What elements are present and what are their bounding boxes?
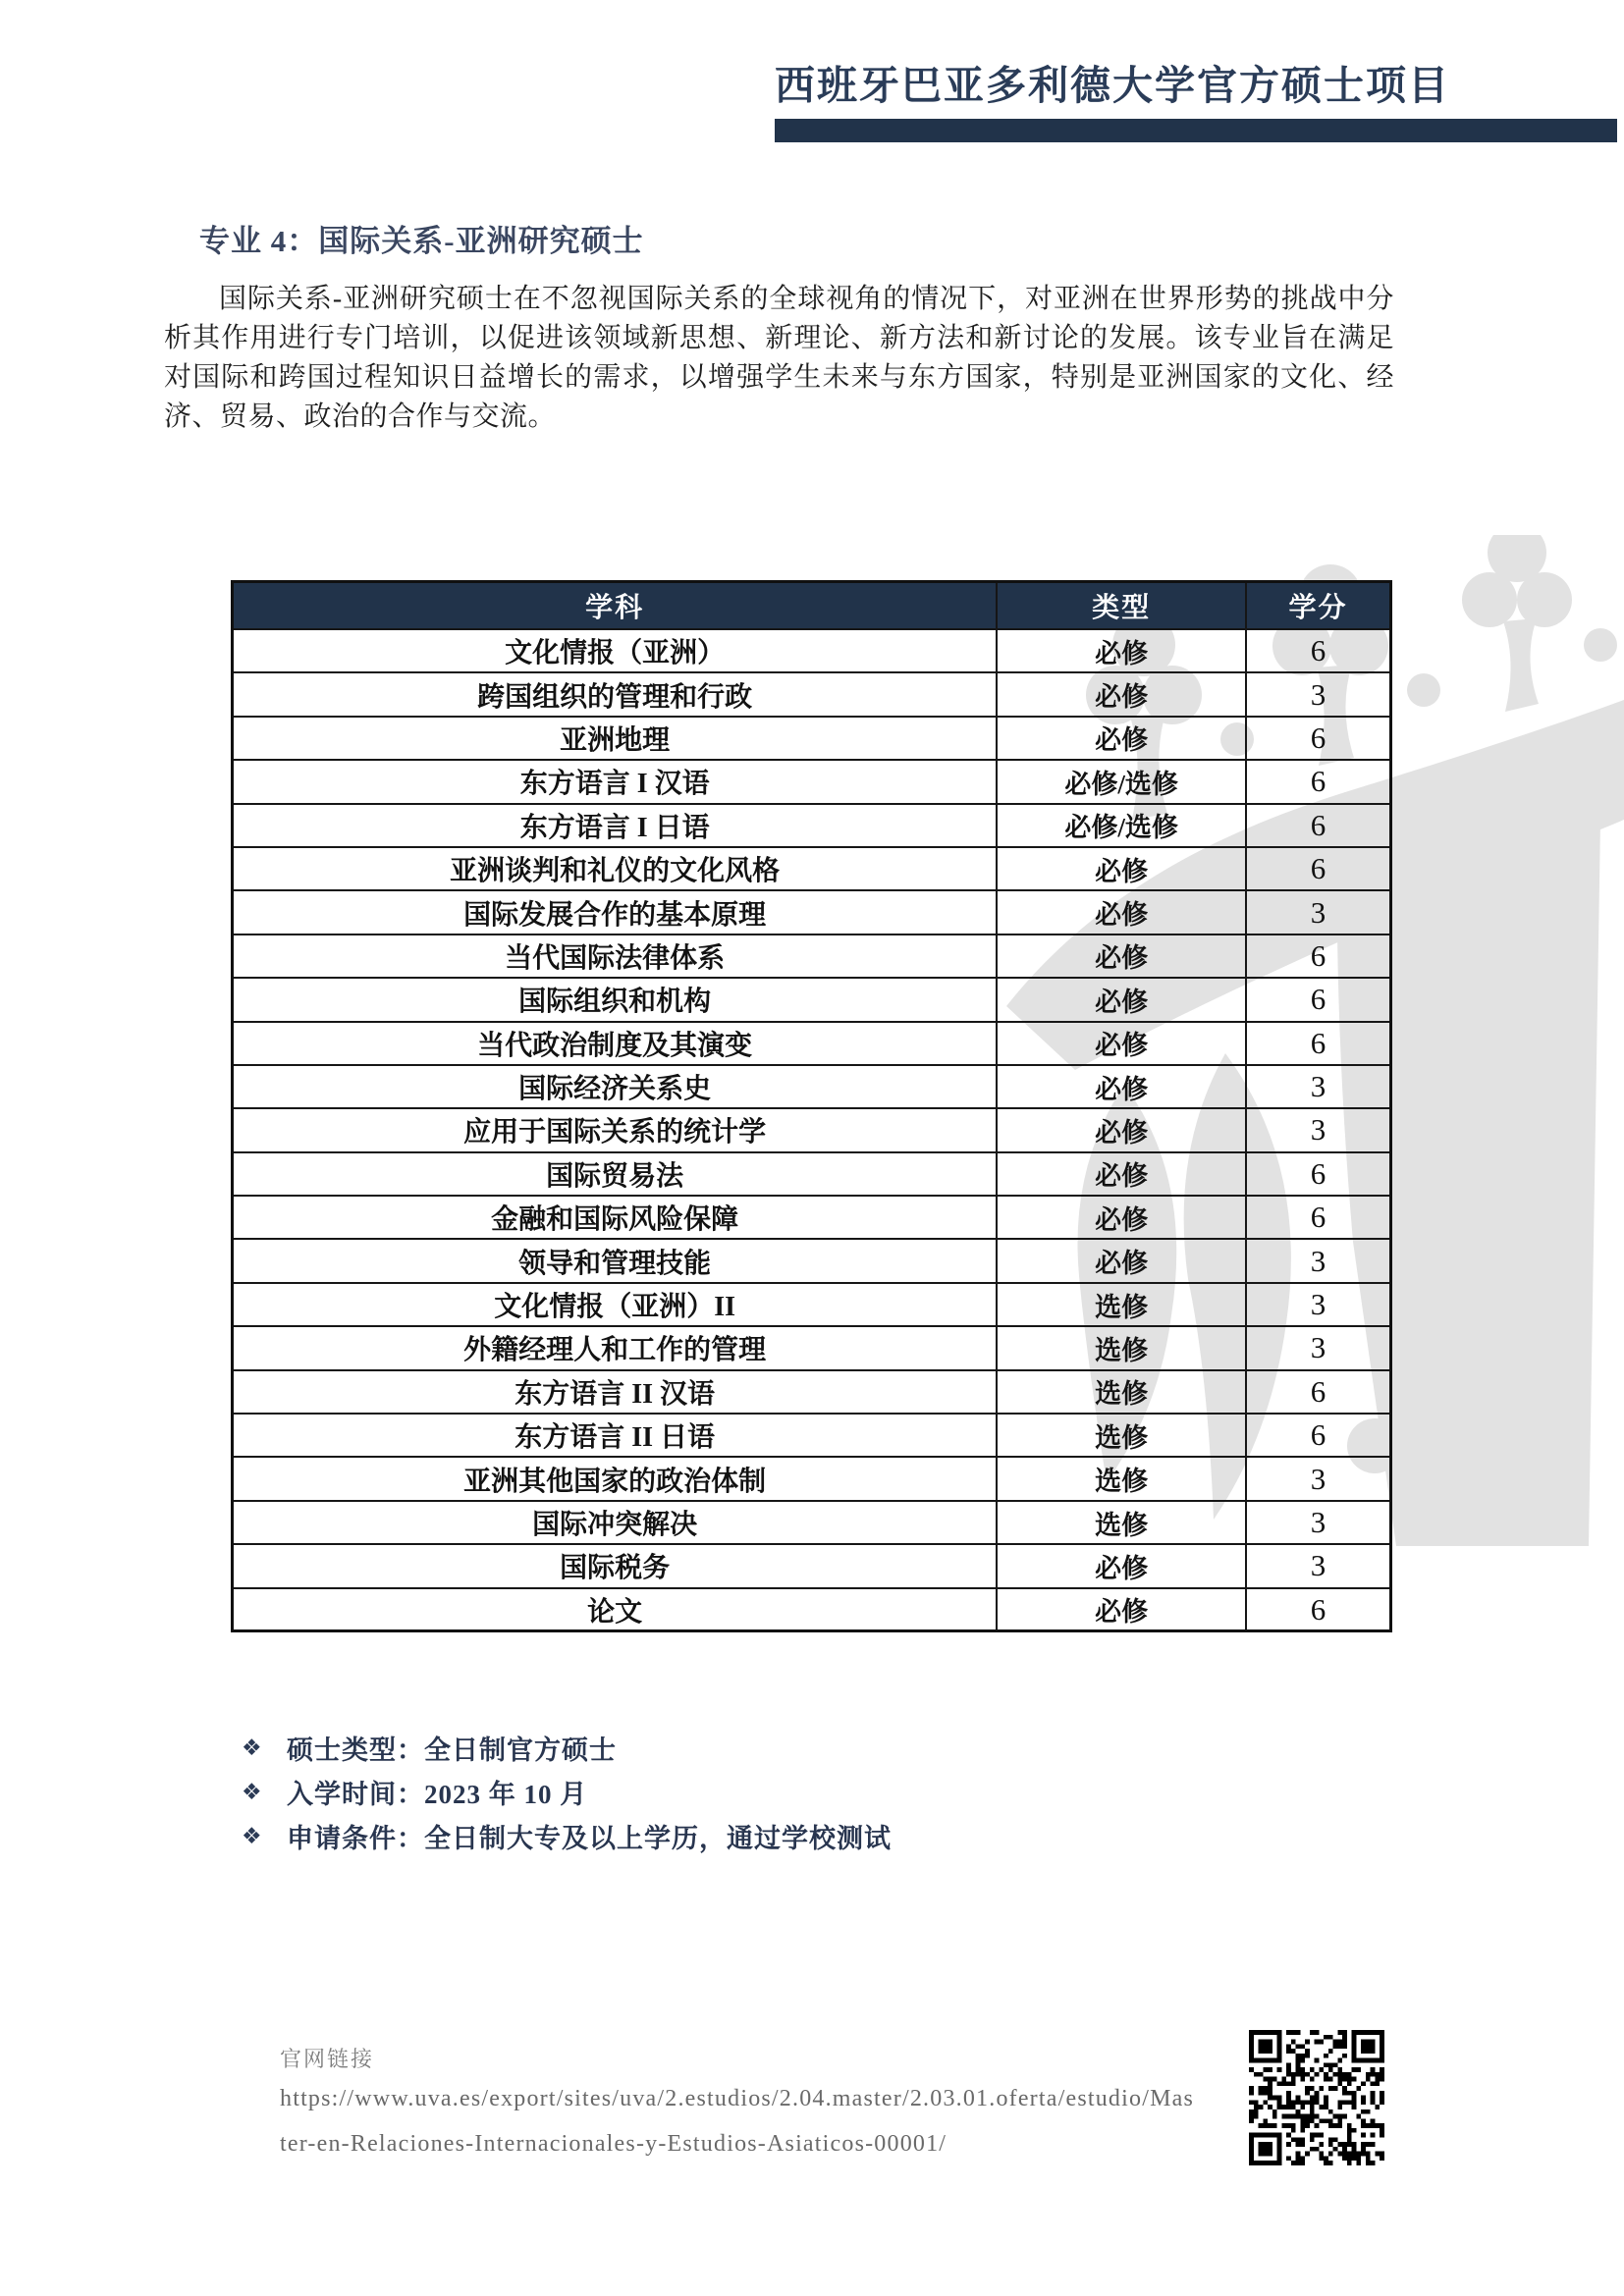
type-cell: 必修 — [997, 1065, 1246, 1108]
subject-cell: 国际发展合作的基本原理 — [233, 890, 998, 934]
subject-cell: 东方语言 I 汉语 — [233, 760, 998, 803]
type-cell: 必修 — [997, 1239, 1246, 1282]
subject-cell: 亚洲其他国家的政治体制 — [233, 1457, 998, 1500]
section-heading: 专业 4：国际关系-亚洲研究硕士 — [199, 224, 644, 258]
table-row — [233, 760, 1391, 803]
credits-cell: 6 — [1246, 760, 1391, 803]
credits-cell: 6 — [1246, 1588, 1391, 1631]
subject-cell: 当代政治制度及其演变 — [233, 1022, 998, 1065]
list-item-text: 硕士类型：全日制官方硕士 — [287, 1735, 617, 1765]
header-divider-bar — [775, 119, 1617, 142]
table-row — [233, 629, 1391, 672]
type-cell: 选修 — [997, 1370, 1246, 1414]
info-list — [242, 1726, 1322, 1858]
course-table — [231, 580, 1392, 1632]
subject-cell: 应用于国际关系的统计学 — [233, 1108, 998, 1151]
table-row — [233, 1022, 1391, 1065]
type-cell: 必修 — [997, 1588, 1246, 1631]
table-row — [233, 978, 1391, 1021]
subject-cell: 东方语言 II 汉语 — [233, 1370, 998, 1414]
credits-cell: 3 — [1246, 890, 1391, 934]
type-cell: 必修 — [997, 717, 1246, 760]
table-row — [233, 717, 1391, 760]
table-row — [233, 1588, 1391, 1631]
site-link-label: 官网链接 — [280, 2047, 375, 2071]
diamond-bullet-icon: ❖ — [242, 1779, 262, 1805]
credits-cell: 6 — [1246, 934, 1391, 978]
list-item — [242, 1726, 1322, 1770]
table-row — [233, 1283, 1391, 1326]
credits-cell: 3 — [1246, 1108, 1391, 1151]
type-cell: 必修 — [997, 629, 1246, 672]
subject-cell: 国际冲突解决 — [233, 1501, 998, 1544]
subject-cell: 东方语言 I 日语 — [233, 804, 998, 847]
type-cell: 选修 — [997, 1457, 1246, 1500]
credits-cell: 6 — [1246, 804, 1391, 847]
credits-cell: 6 — [1246, 717, 1391, 760]
subject-cell: 亚洲地理 — [233, 717, 998, 760]
subject-cell: 国际税务 — [233, 1544, 998, 1587]
credits-cell: 6 — [1246, 1414, 1391, 1457]
credits-cell: 3 — [1246, 1283, 1391, 1326]
credits-cell: 6 — [1246, 629, 1391, 672]
list-item — [242, 1814, 1322, 1858]
type-cell: 必修 — [997, 847, 1246, 890]
type-cell: 必修/选修 — [997, 760, 1246, 803]
type-cell: 必修 — [997, 934, 1246, 978]
subject-cell: 亚洲谈判和礼仪的文化风格 — [233, 847, 998, 890]
official-url-line-2: ter-en-Relaciones-Internacionales-y-Estudios-Asiaticos-00001/ — [280, 2131, 947, 2157]
type-cell: 必修 — [997, 672, 1246, 716]
credits-cell: 6 — [1246, 1196, 1391, 1239]
table-row — [233, 1414, 1391, 1457]
credits-cell: 3 — [1246, 1326, 1391, 1369]
list-item — [242, 1770, 1322, 1814]
subject-cell: 当代国际法律体系 — [233, 934, 998, 978]
table-row — [233, 672, 1391, 716]
header-row — [233, 582, 1391, 630]
table-row — [233, 1065, 1391, 1108]
table-row — [233, 1457, 1391, 1500]
type-cell: 选修 — [997, 1326, 1246, 1369]
column-header: 学分 — [1246, 582, 1391, 630]
course-table-body — [233, 629, 1391, 1631]
document-header-title: 西班牙巴亚多利德大学官方硕士项目 — [775, 63, 1450, 108]
table-row — [233, 1196, 1391, 1239]
type-cell: 必修/选修 — [997, 804, 1246, 847]
subject-cell: 跨国组织的管理和行政 — [233, 672, 998, 716]
table-row — [233, 1239, 1391, 1282]
credits-cell: 6 — [1246, 847, 1391, 890]
subject-cell: 金融和国际风险保障 — [233, 1196, 998, 1239]
subject-cell: 国际经济关系史 — [233, 1065, 998, 1108]
type-cell: 必修 — [997, 1544, 1246, 1587]
credits-cell: 3 — [1246, 1457, 1391, 1500]
intro-paragraph: 国际关系-亚洲研究硕士在不忽视国际关系的全球视角的情况下，对亚洲在世界形势的挑战中分析其作用进行专门培训，以促进该领域新思想、新理论、新方法和新讨论的发展。该专业旨在满足对国际和跨国过程知识日益增长的需求，以增强学生未来与东方国家，特别是亚洲国家的文化、经济、贸易、政治的合作与交流。 — [164, 284, 1394, 432]
column-header: 学科 — [233, 582, 998, 630]
credits-cell: 3 — [1246, 1239, 1391, 1282]
credits-cell: 6 — [1246, 1370, 1391, 1414]
subject-cell: 国际组织和机构 — [233, 978, 998, 1021]
official-url-line-1: https://www.uva.es/export/sites/uva/2.estudios/2.04.master/2.03.01.oferta/estudio/Mas — [280, 2086, 1194, 2111]
credits-cell: 3 — [1246, 1544, 1391, 1587]
list-item-text: 入学时间：2023 年 10 月 — [287, 1780, 588, 1809]
subject-cell: 论文 — [233, 1588, 998, 1631]
credits-cell: 3 — [1246, 1065, 1391, 1108]
credits-cell: 3 — [1246, 1501, 1391, 1544]
type-cell: 选修 — [997, 1501, 1246, 1544]
type-cell: 必修 — [997, 890, 1246, 934]
credits-cell: 3 — [1246, 672, 1391, 716]
table-row — [233, 1108, 1391, 1151]
type-cell: 必修 — [997, 1022, 1246, 1065]
course-table-head — [233, 582, 1391, 630]
qr-code — [1249, 2028, 1384, 2167]
table-row — [233, 1544, 1391, 1587]
subject-cell: 领导和管理技能 — [233, 1239, 998, 1282]
table-row — [233, 1326, 1391, 1369]
subject-cell: 国际贸易法 — [233, 1152, 998, 1196]
subject-cell: 文化情报（亚洲） — [233, 629, 998, 672]
subject-cell: 外籍经理人和工作的管理 — [233, 1326, 998, 1369]
column-header: 类型 — [997, 582, 1246, 630]
list-item-text: 申请条件：全日制大专及以上学历，通过学校测试 — [287, 1824, 892, 1853]
table-row — [233, 847, 1391, 890]
type-cell: 必修 — [997, 1152, 1246, 1196]
table-row — [233, 1501, 1391, 1544]
credits-cell: 6 — [1246, 1022, 1391, 1065]
credits-cell: 6 — [1246, 978, 1391, 1021]
credits-cell: 6 — [1246, 1152, 1391, 1196]
type-cell: 必修 — [997, 1108, 1246, 1151]
diamond-bullet-icon: ❖ — [242, 1735, 262, 1761]
type-cell: 必修 — [997, 978, 1246, 1021]
diamond-bullet-icon: ❖ — [242, 1823, 262, 1849]
table-row — [233, 1152, 1391, 1196]
course-table-wrap — [231, 580, 1392, 1632]
type-cell: 必修 — [997, 1196, 1246, 1239]
table-row — [233, 890, 1391, 934]
subject-cell: 文化情报（亚洲）II — [233, 1283, 998, 1326]
table-row — [233, 934, 1391, 978]
type-cell: 选修 — [997, 1414, 1246, 1457]
table-row — [233, 804, 1391, 847]
table-row — [233, 1370, 1391, 1414]
type-cell: 选修 — [997, 1283, 1246, 1326]
subject-cell: 东方语言 II 日语 — [233, 1414, 998, 1457]
